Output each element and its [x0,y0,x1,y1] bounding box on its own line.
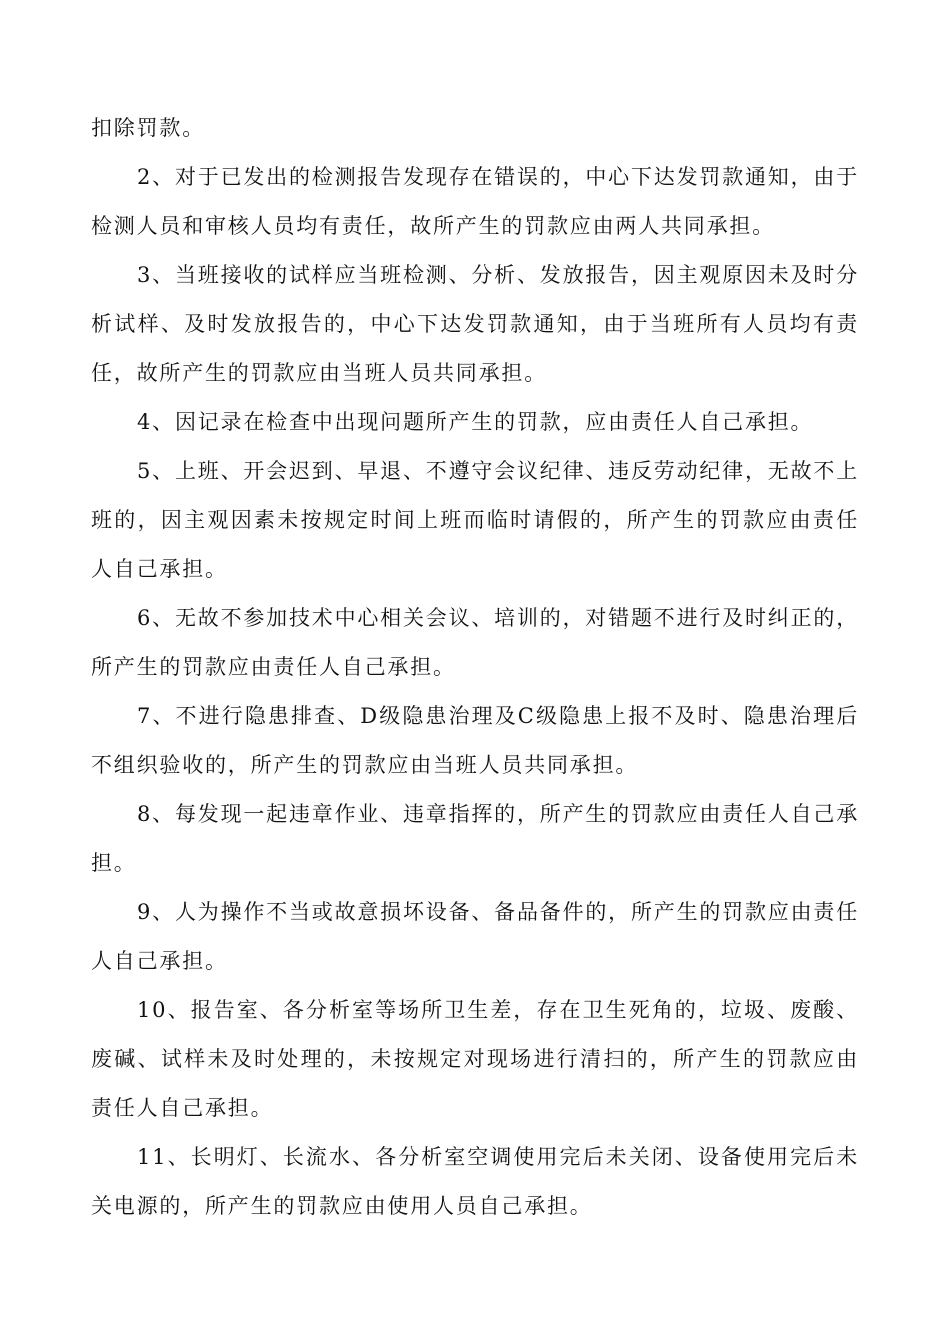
paragraph-item-5: 5、上班、开会迟到、早退、不遵守会议纪律、违反劳动纪律，无故不上班的，因主观因素未按规定时间上班而临时请假的，所产生的罚款应由责任人自己承担。 [91,459,859,581]
paragraph-item-6: 6、无故不参加技术中心相关会议、培训的，对错题不进行及时纠正的，所产生的罚款应由责任人自己承担。 [91,606,859,679]
paragraph-item-9: 9、人为操作不当或故意损坏设备、备品备件的，所产生的罚款应由责任人自己承担。 [91,900,859,973]
document-body [91,104,859,1231]
paragraph-item-2: 2、对于已发出的检测报告发现存在错误的，中心下达发罚款通知，由于检测人员和审核人员均有责任，故所产生的罚款应由两人共同承担。 [91,165,859,238]
paragraph-continuation: 扣除罚款。 [91,116,205,140]
paragraph-item-4: 4、因记录在检查中出现问题所产生的罚款，应由责任人自己承担。 [137,410,814,434]
paragraph-item-3: 3、当班接收的试样应当班检测、分析、发放报告，因主观原因未及时分析试样、及时发放报告的，中心下达发罚款通知，由于当班所有人员均有责任，故所产生的罚款应由当班人员共同承担。 [91,263,859,385]
paragraph-item-8: 8、每发现一起违章作业、违章指挥的，所产生的罚款应由责任人自己承担。 [91,802,859,875]
paragraph-item-7: 7、不进行隐患排查、D级隐患治理及C级隐患上报不及时、隐患治理后不组织验收的，所产生的罚款应由当班人员共同承担。 [91,704,859,777]
paragraph-item-11: 11、长明灯、长流水、各分析室空调使用完后未关闭、设备使用完后未关电源的，所产生的罚款应由使用人员自己承担。 [91,1145,859,1218]
paragraph-item-10: 10、报告室、各分析室等场所卫生差，存在卫生死角的，垃圾、废酸、废碱、试样未及时处理的，未按规定对现场进行清扫的，所产生的罚款应由责任人自己承担。 [91,998,859,1120]
